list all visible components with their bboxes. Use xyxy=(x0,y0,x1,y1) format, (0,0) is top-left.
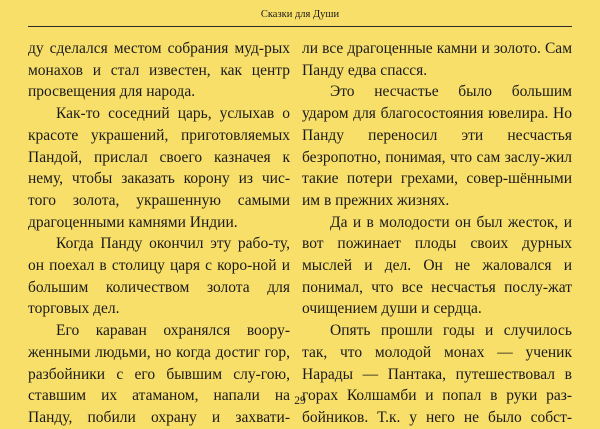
page-number: 29 xyxy=(294,395,306,407)
left-text-column xyxy=(28,38,290,429)
paragraph: Опять прошли годы и случилось так, что молодой монах — ученик Нарады — Пантака, путешествовал в горах Колшамби и попал в руки раз-бойников. Т.к. у него не было собст- xyxy=(302,322,572,426)
running-title: Сказки для Души xyxy=(260,9,340,20)
paragraph: Да и в молодости он был жесток, и вот пожинает плоды своих дурных мыслей и дел. Он не жаловался и понимал, что все несчастья послу-жат очищением души и сердца. xyxy=(302,213,572,318)
paragraph: Как-то соседний царь, услыхав о красоте украшений, приготовляемых Пандой, прислал своего казначея к нему, чтобы заказать корону из чис-того золота, украшенную самыми драгоценными камнями Индии. xyxy=(28,105,290,231)
paragraph: Это несчастье было большим ударом для благосостояния ювелира. Но Панду переносил эти несчастья безропотно, понимая, что сам заслу-жил такие потери грехами, совер-шёнными им в прежних жизнях. xyxy=(302,83,572,209)
paragraph: Когда Панду окончил эту рабо-ту, он поехал в столицу царя с коро-ной и большим количеством золота для торговых дел. xyxy=(28,235,290,318)
right-text-column xyxy=(302,38,572,429)
header-rule xyxy=(28,26,572,27)
paragraph: Его караван охранялся воору-женными людьми, но когда достиг гор, разбойники с его бывшим слу-гою, ставшим их атаманом, напали на Панду, побили охрану и захвати- xyxy=(28,322,290,426)
paragraph: ли все драгоценные камни и золото. Сам Панду едва спасся. xyxy=(302,40,572,79)
paragraph: ду сделался местом собрания муд-рых монахов и стал известен, как центр просвещения для народа. xyxy=(28,40,290,101)
